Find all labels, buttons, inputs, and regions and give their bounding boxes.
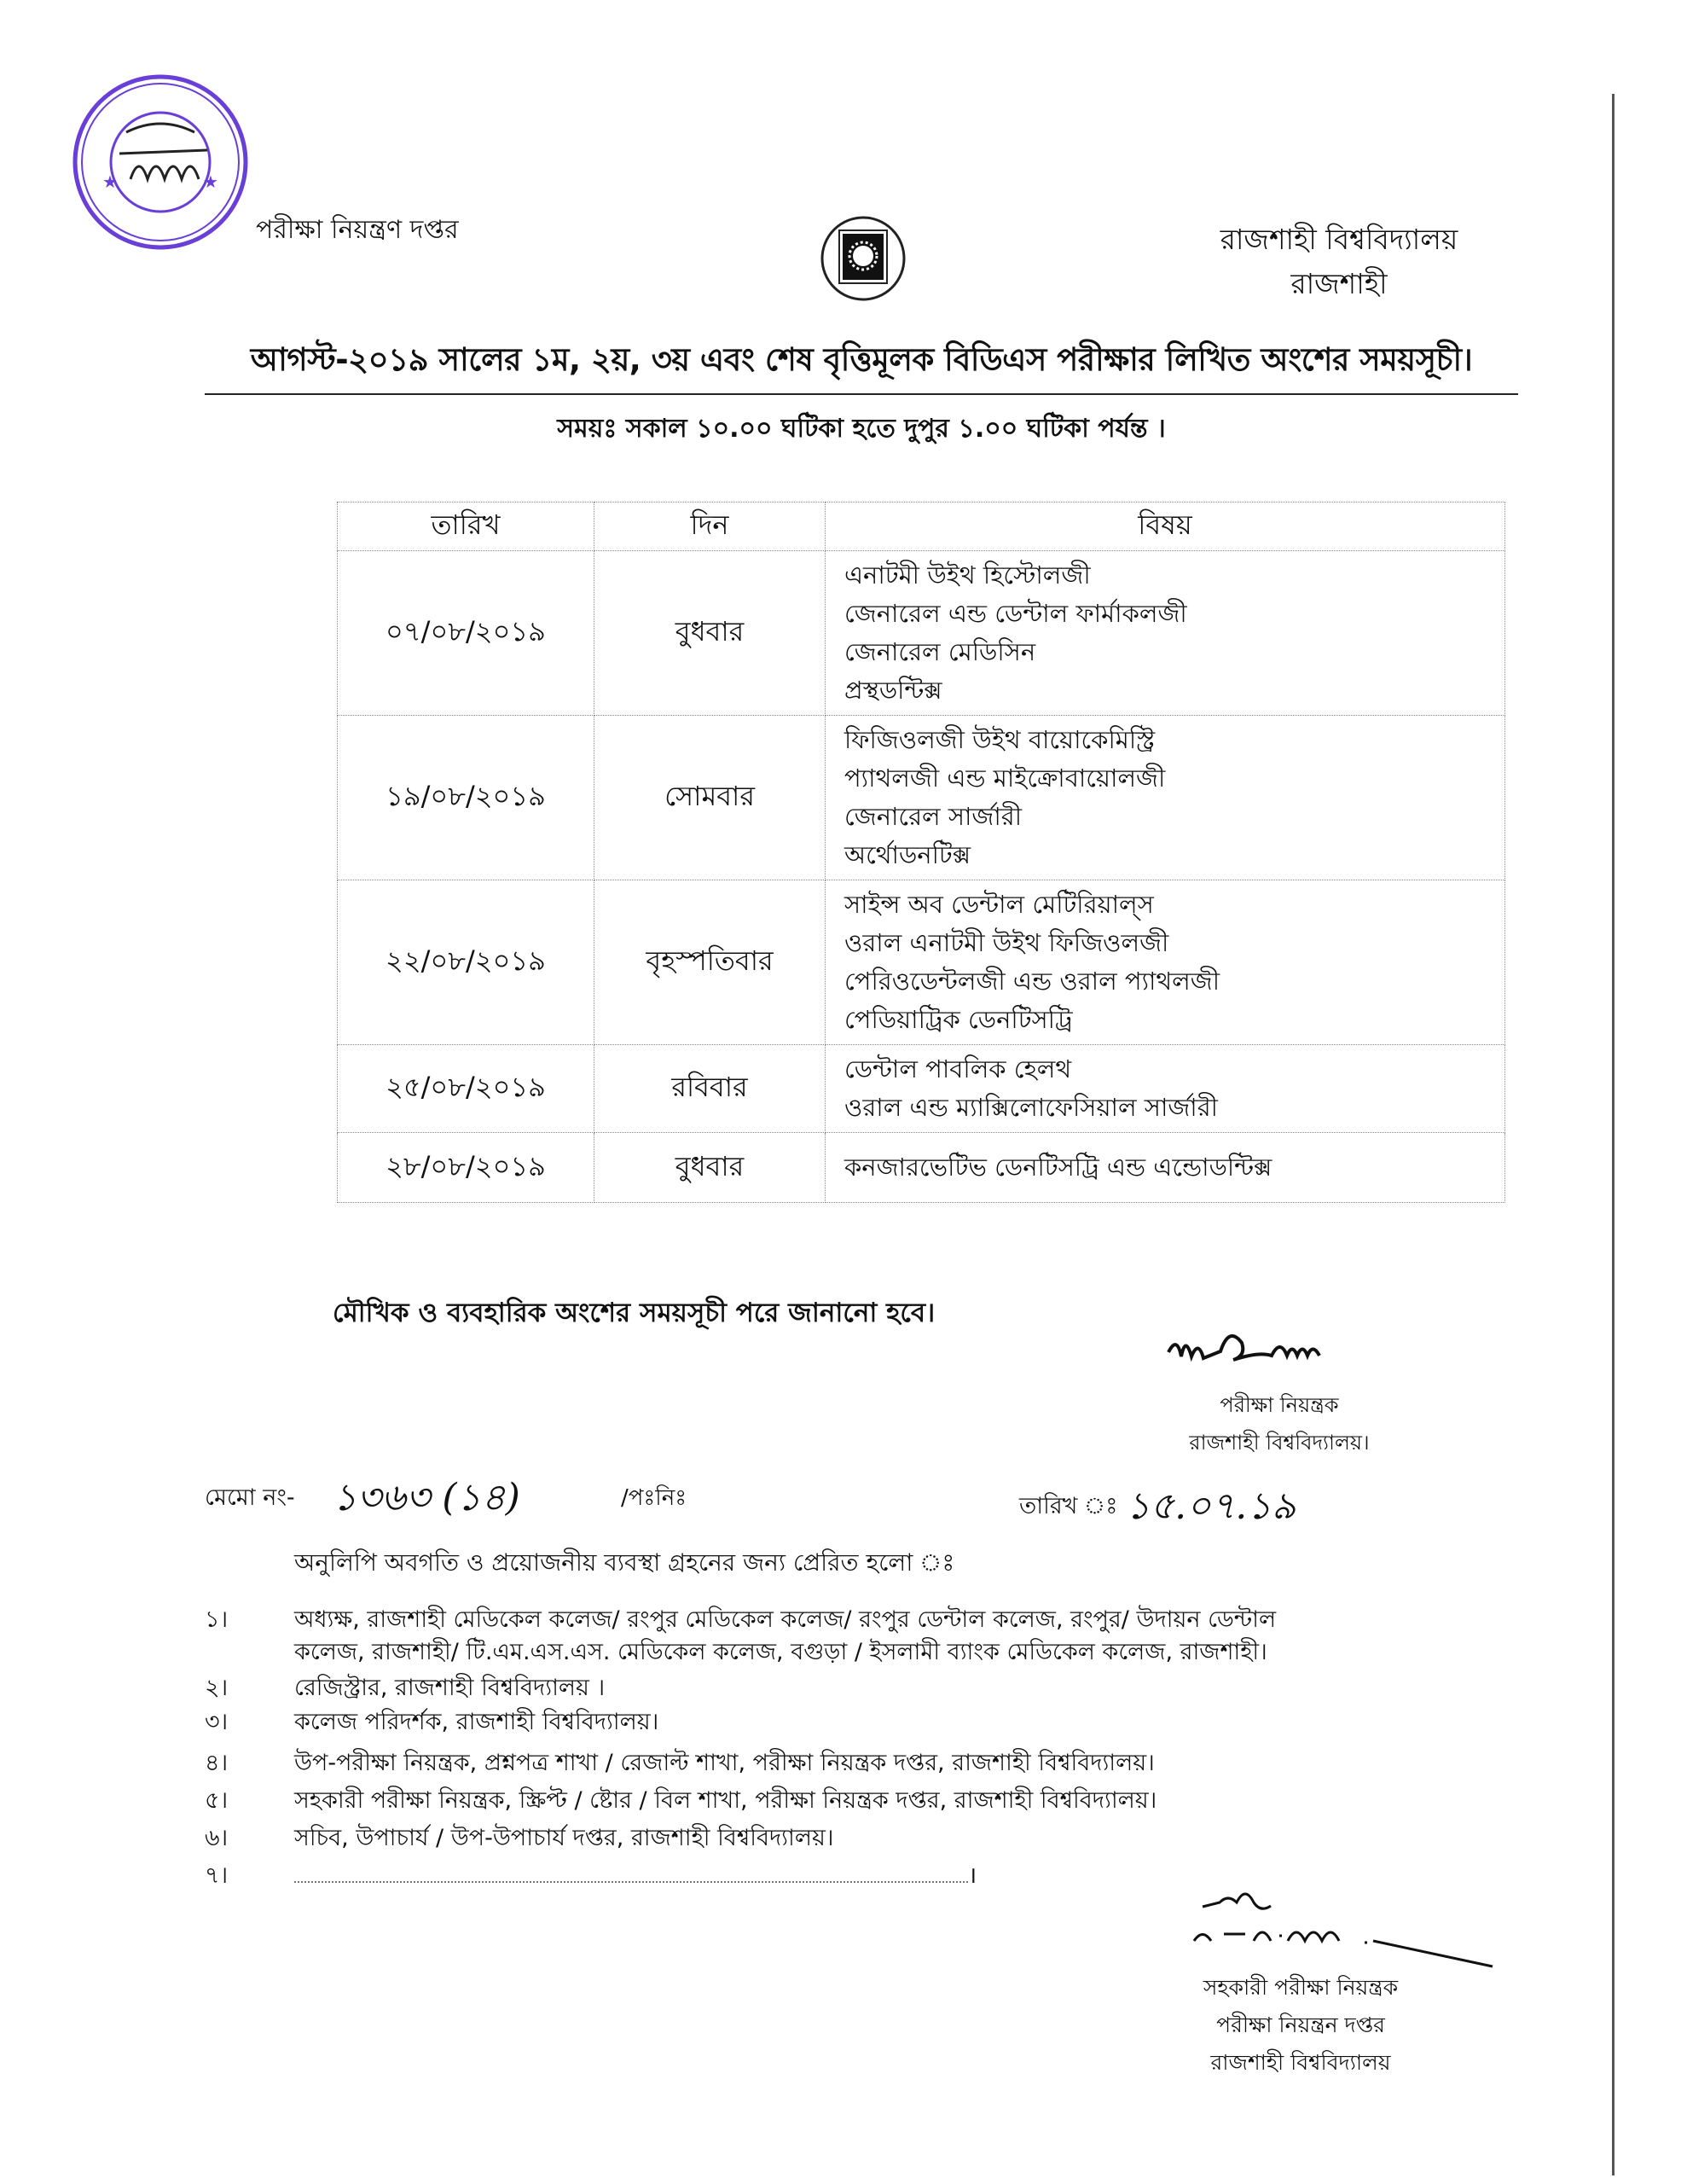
subject-item: প্রস্থডন্টিক্স [844,676,942,705]
copy-line: রেজিস্ট্রার, রাজশাহী বিশ্ববিদ্যালয় । [294,1675,606,1701]
copy-line: । [968,1862,977,1889]
university-city: রাজশাহী [1290,267,1388,300]
table-row [338,716,1505,880]
subject-item: ডেন্টাল পাবলিক হেলথ [844,1054,1072,1083]
exam-subjects [826,1045,1505,1133]
university-block [1177,218,1501,306]
table-header-row [338,502,1505,551]
copy-line: অধ্যক্ষ, রাজশাহী মেডিকেল কলেজ/ রংপুর মেডিকেল কলেজ/ রংপুর ডেন্টাল কলেজ, রংপুর/ উদায়ন ডেন্টাল [294,1606,1277,1633]
exam-day: রবিবার [594,1045,826,1133]
col-header-date: তারিখ [338,502,594,551]
exam-date: ০৭/০৮/২০১৯ [338,551,594,716]
copy-intro: অনুলিপি অবগতি ও প্রয়োজনীয় ব্যবস্থা গ্রহনের জন্য প্রেরিত হলো ঃ [294,1548,955,1577]
svg-text:★: ★ [102,171,118,192]
copy-line: সচিব, উপাচার্য / উপ-উপাচার্য দপ্তর, রাজশাহী বিশ্ববিদ্যালয়। [294,1825,834,1851]
university-logo [812,212,914,305]
controller-title: পরীক্ষা নিয়ন্ত্রক [1220,1393,1339,1417]
assistant-org: রাজশাহী বিশ্ববিদ্যালয় [1210,2050,1391,2075]
exam-date: ১৯/০৮/২০১৯ [338,716,594,880]
issuing-office: পরীক্ষা নিয়ন্ত্রণ দপ্তর [256,215,459,245]
copy-number: ৫। [205,1787,229,1814]
blank-fill-line [294,1869,968,1883]
table-row [338,1133,1505,1203]
exam-day: বুধবার [594,1133,826,1203]
subject-item: প্যাথলজী এন্ড মাইক্রোবায়োলজী [844,764,1166,793]
subject-item: ওরাল এন্ড ম্যাক্সিলোফেসিয়াল সার্জারী [844,1093,1218,1122]
controller-org: রাজশাহী বিশ্ববিদ্যালয়। [1189,1431,1370,1455]
copy-number: ৩। [205,1709,229,1735]
table-row [338,880,1505,1045]
subject-item: জেনারেল এন্ড ডেন্টাল ফার্মাকলজী [844,599,1187,628]
received-stamp [67,68,254,256]
svg-text:★: ★ [203,171,218,192]
exam-date: ২২/০৮/২০১৯ [338,880,594,1045]
exam-subjects [826,1133,1505,1203]
page-edge-rule [1612,94,1615,2175]
exam-day: বুধবার [594,551,826,716]
memo-date: ১৫.০৭.১৯ [1126,1484,1296,1528]
assistant-signature [1177,1881,1501,1975]
copy-number: ৪। [205,1750,229,1776]
memo-ext-label: /পঃনিঃ [621,1485,687,1511]
copy-line: কলেজ, রাজশাহী/ টি.এম.এস.এস. মেডিকেল কলেজ, বগুড়া / ইসলামী ব্যাংক মেডিকেল কলেজ, রাজশাহী। [294,1639,1267,1665]
copy-number: ২। [205,1675,229,1701]
exam-subjects [826,880,1505,1045]
memo-date-label: তারিখ ঃ [1019,1493,1118,1519]
copy-line: কলেজ পরিদর্শক, রাজশাহী বিশ্ববিদ্যালয়। [294,1709,659,1735]
table-row [338,1045,1505,1133]
subject-item: জেনারেল মেডিসিন [844,637,1036,666]
subject-item: কনজারভেটিভ ডেনটিসট্রি এন্ড এন্ডোডন্টিক্স [844,1153,1272,1182]
copy-line: সহকারী পরীক্ষা নিয়ন্ত্রক, স্ক্রিপ্ট / ষ্টোর / বিল শাখা, পরীক্ষা নিয়ন্ত্রক দপ্তর, রাজশাহী বিশ্ববিদ্যালয়। [294,1787,1157,1814]
table-row [338,551,1505,716]
viva-practical-note: মৌখিক ও ব্যবহারিক অংশের সময়সূচী পরে জানানো হবে। [333,1298,936,1328]
subject-item: ওরাল এনাটমী উইথ ফিজিওলজী [844,928,1169,957]
exam-subjects [826,716,1505,880]
controller-signature [1151,1318,1407,1378]
subject-item: পেডিয়াট্রিক ডেনটিসট্রি [844,1005,1073,1034]
copy-line: উপ-পরীক্ষা নিয়ন্ত্রক, প্রশ্নপত্র শাখা / রেজাল্ট শাখা, পরীক্ষা নিয়ন্ত্রক দপ্তর, রাজশাহী বিশ্ববিদ্যালয়। [294,1750,1155,1776]
memo-label: মেমো নং- [205,1484,295,1511]
exam-schedule-table [337,502,1505,1203]
exam-day: সোমবার [594,716,826,880]
memo-number: ১৩৬৩ (১৪) [333,1476,520,1519]
subject-item: জেনারেল সার্জারী [844,802,1023,831]
subject-item: সাইন্স অব ডেন্টাল মেটিরিয়াল্স [844,890,1154,919]
exam-subjects [826,551,1505,716]
subject-item: ফিজিওলজী উইথ বায়োকেমিস্ট্রি [844,725,1156,754]
exam-day: বৃহস্পতিবার [594,880,826,1045]
copy-number: ৬। [205,1825,229,1851]
col-header-day: দিন [594,502,826,551]
assistant-office: পরীক্ষা নিয়ন্ত্রন দপ্তর [1216,2013,1385,2037]
col-header-subject: বিষয় [826,502,1505,551]
exam-date: ২৫/০৮/২০১৯ [338,1045,594,1133]
exam-date: ২৮/০৮/২০১৯ [338,1133,594,1203]
assistant-block [1134,1969,1467,2082]
controller-block [1151,1386,1407,1461]
subject-item: পেরিওডেন্টলজী এন্ড ওরাল প্যাথলজী [844,967,1220,996]
assistant-title: সহকারী পরীক্ষা নিয়ন্ত্রক [1203,1975,1399,2000]
subject-item: অর্থোডনটিক্স [844,840,971,869]
document-title: আগস্ট-২০১৯ সালের ১ম, ২য়, ৩য় এবং শেষ বৃত্তিমূলক বিডিএস পরীক্ষার লিখিত অংশের সময়সূচী। [205,334,1518,395]
exam-time: সময়ঃ সকাল ১০.০০ ঘটিকা হতে দুপুর ১.০০ ঘটিকা পর্যন্ত । [557,414,1166,444]
copy-number: ৭। [205,1862,229,1889]
university-name: রাজশাহী বিশ্ববিদ্যালয় [1220,223,1458,256]
copy-number: ১। [205,1606,229,1633]
subject-item: এনাটমী উইথ হিস্টোলজী [844,561,1091,590]
